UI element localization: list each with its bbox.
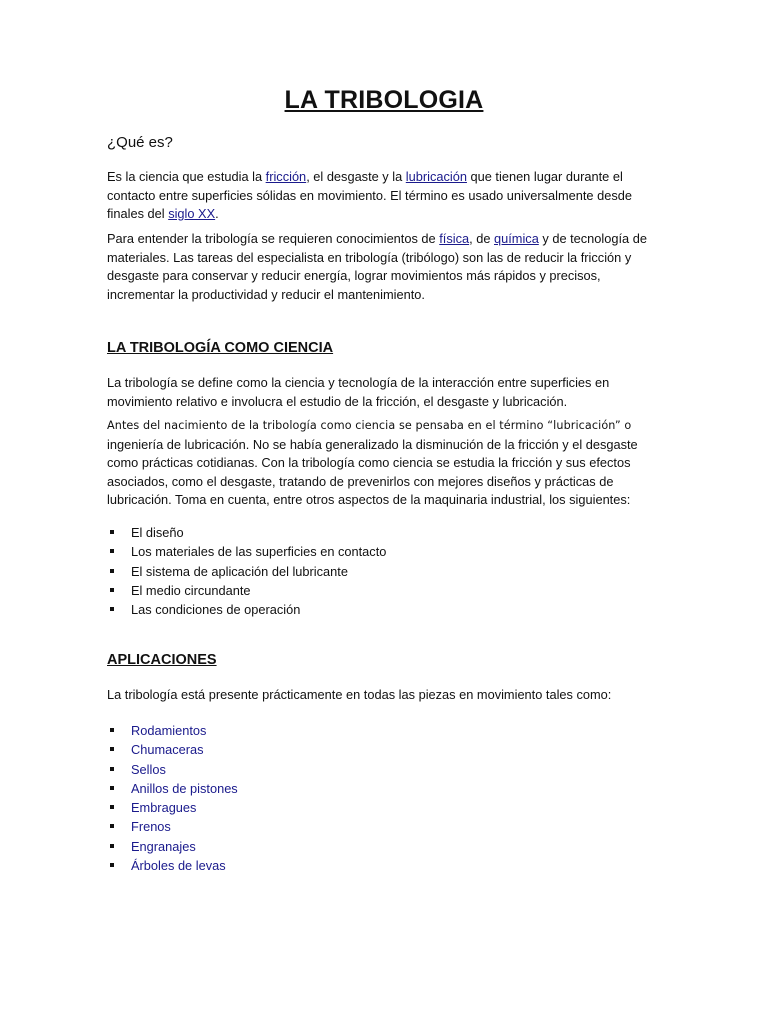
- list-item[interactable]: Engranajes: [107, 837, 667, 856]
- page-title: LA TRIBOLOGIA: [284, 86, 484, 114]
- list-item[interactable]: Sellos: [107, 760, 667, 779]
- list-item: El diseño: [107, 523, 667, 542]
- definition-paragraph: La tribología se define como la ciencia y tecnología de la interacción entre superficies en movimiento relativo e involucra el estudio de la fricción, el desgaste y lubricación.: [107, 375, 610, 409]
- list-item[interactable]: Rodamientos: [107, 721, 667, 740]
- aspects-list: [107, 523, 667, 619]
- section-heading-ciencia: LA TRIBOLOGÍA COMO CIENCIA: [107, 340, 334, 356]
- list-item: Los materiales de las superficies en contacto: [107, 542, 667, 561]
- list-item[interactable]: Chumaceras: [107, 740, 667, 759]
- section-heading-aplicaciones: APLICACIONES: [107, 652, 217, 668]
- list-item[interactable]: Frenos: [107, 817, 667, 836]
- list-item: El medio circundante: [107, 581, 667, 600]
- link-quimica[interactable]: química: [494, 231, 539, 246]
- list-item[interactable]: Árboles de levas: [107, 856, 667, 875]
- list-item[interactable]: Anillos de pistones: [107, 779, 667, 798]
- link-friccion[interactable]: fricción: [265, 169, 307, 184]
- applications-intro: La tribología está presente prácticamente en todas las piezas en movimiento tales como:: [107, 687, 612, 702]
- list-item: El sistema de aplicación del lubricante: [107, 562, 667, 581]
- question-heading: ¿Qué es?: [107, 134, 173, 151]
- list-item: Las condiciones de operación: [107, 600, 667, 619]
- knowledge-paragraph: Para entender la tribología se requieren conocimientos de física, de química y de tecnología de materiales. Las tareas del especialista en tribología (tribólogo) son las de reducir la fricción y desgaste para conservar y reducir energía, lograr movimientos más rápidos y precisos, incrementar la productividad y reducir el mantenimiento.: [107, 231, 647, 302]
- intro-paragraph: Es la ciencia que estudia la fricción, el desgaste y la lubricación que tienen lugar durante el contacto entre superficies sólidas en movimiento. El término es usado universalmente desde finales del siglo XX.: [107, 169, 632, 222]
- link-lubricacion[interactable]: lubricación: [405, 169, 467, 184]
- history-paragraph: Antes del nacimiento de la tribología como ciencia se pensaba en el término “lubricación” o ingeniería de lubricación. No se había generalizado la disminución de la fricción y el desgaste como prácticas cotidianas. Con la tribología como ciencia se estudia la fricción y sus efectos asociados, como el desgaste, tratando de prevenirlos con mejores diseños y prácticas de lubricación. Toma en cuenta, entre otros aspectos de la maquinaria industrial, los siguientes:: [107, 419, 638, 508]
- link-fisica[interactable]: física: [439, 231, 470, 246]
- applications-list: [107, 721, 667, 875]
- list-item[interactable]: Embragues: [107, 798, 667, 817]
- link-siglo-xx[interactable]: siglo XX: [168, 206, 216, 222]
